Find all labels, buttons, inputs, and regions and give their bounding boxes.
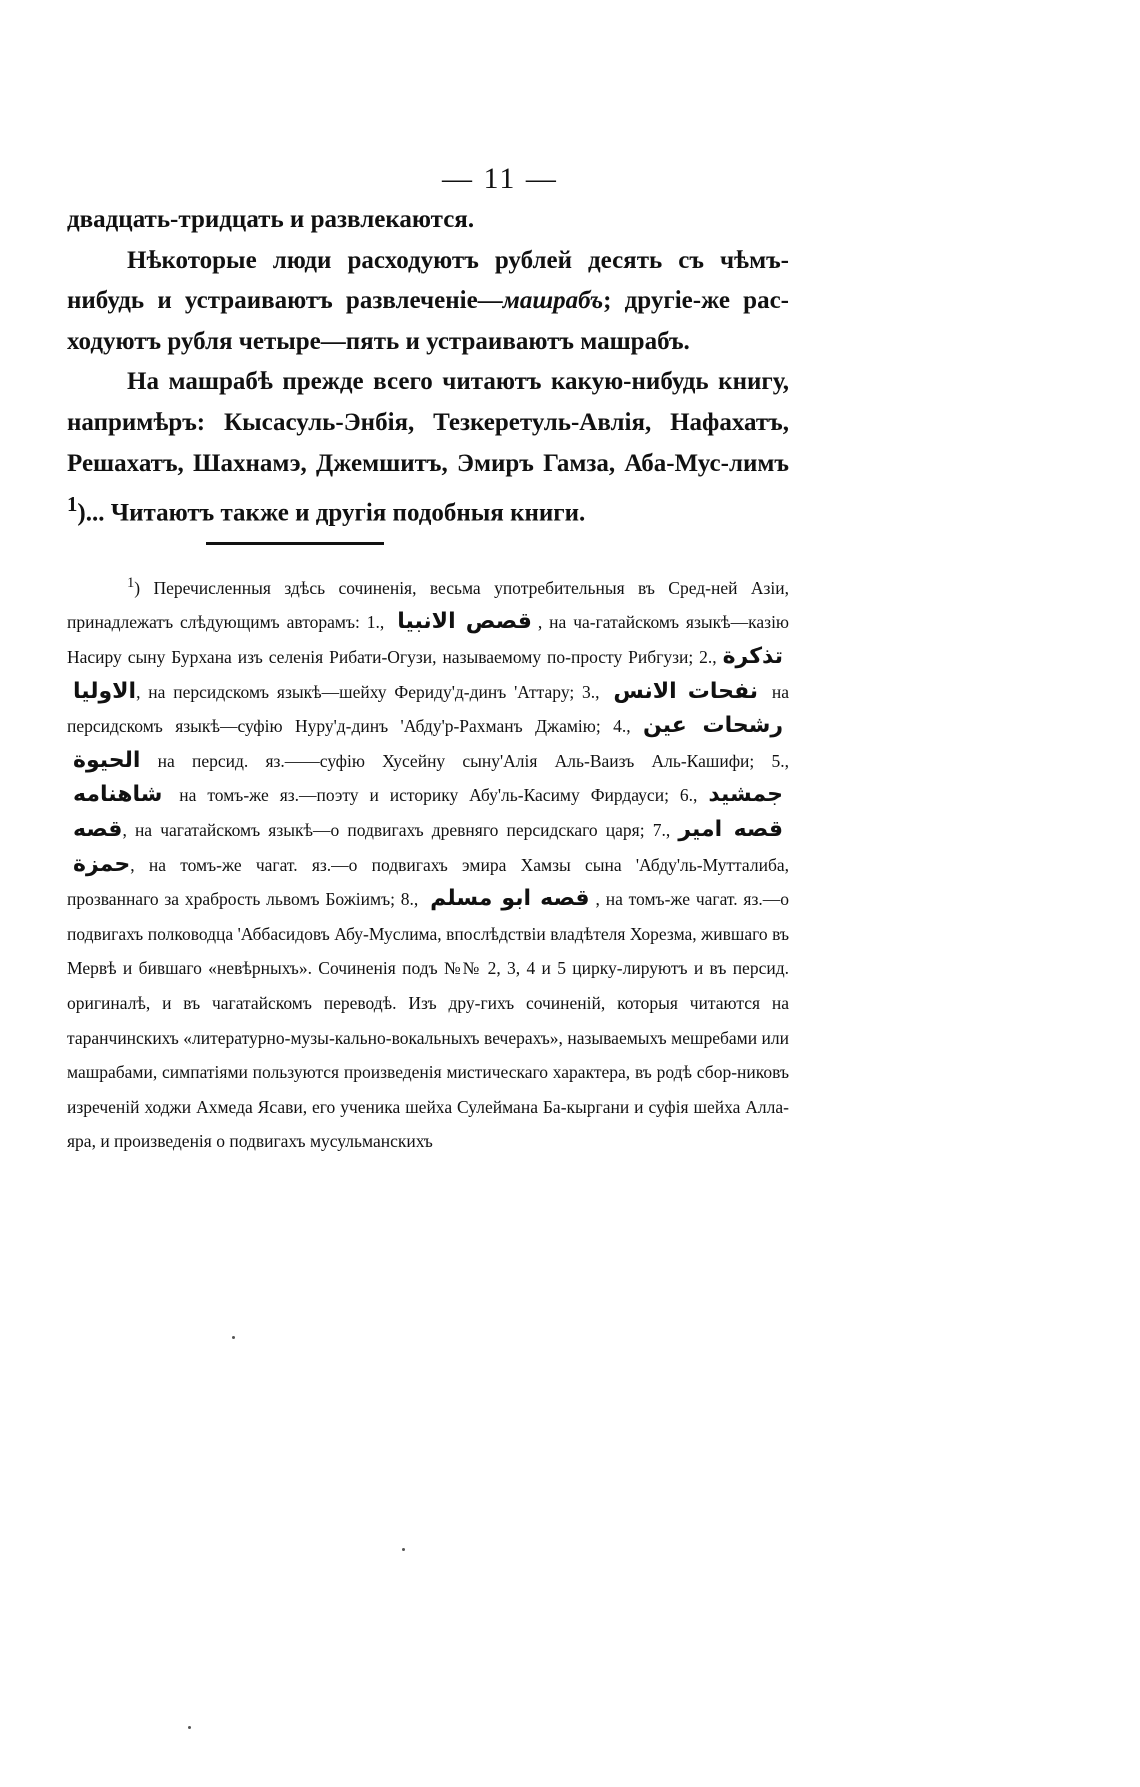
paragraph-2-italic-term: машрабъ [502,287,604,315]
footnote-segment: на томъ-же яз.—поэту и историку Абу'ль-Касиму Фирдауси; 6., [168,785,709,806]
print-speck [232,1336,235,1339]
footnote-marker: 1 [127,575,135,591]
paragraph-3 [67,362,789,534]
footnote-segment: , на чагатайскомъ языкѣ—о подвигахъ древняго персидскаго царя; 7., [122,819,679,840]
page-number: — 11 — [442,162,558,195]
arabic-title-tazkirat-al-awliya: تذکرة الاوليا [73,644,783,704]
footnote-segment: , на персидскомъ языкѣ—шейху Фериду'д-динъ 'Аттару; 3., [136,681,608,702]
footnote-segment: на персид. яз.——суфію Хусейну сыну'Алія Аль-Ваизъ Аль-Кашифи; 5., [140,750,789,771]
arabic-title-nafahat-al-uns: نفحات الانس [613,678,759,704]
arabic-title-qisas-al-anbiya: قصص الانبيا [397,609,532,635]
print-speck [402,1548,405,1551]
paragraph-2-text-a: Нѣкоторые люди расходуютъ рублей десять съ чѣмъ-нибудь и устраиваютъ развлеченіе— [67,246,789,315]
paragraph-2 [67,241,789,363]
footnote-segment: ) Перечисленныя здѣсь сочиненія, весьма употребительныя въ Сред-ней Азіи, принадлежатъ слѣдующимъ авторамъ: 1., [67,577,789,633]
footnote-segment: , на томъ-же чагат. яз.—о подвигахъ полководца 'Аббасидовъ Абу-Муслима, впослѣдствіи владѣтеля Хорезма, жившаго въ Мервѣ и бившаго «невѣрныхъ». Сочиненія подъ №№ 2, 3, 4 и 5 цирку-лируютъ и въ персид. оригиналѣ, и въ чагатайскомъ переводѣ. Изъ дру-гихъ сочиненій, которыя читаются на таранчинскихъ «литературно-музы-кально-вокальныхъ вечерахъ», называемыхъ мешребами или машрабами, симпатіями пользуются произведенія мистическаго характера, въ родѣ сбор-никовъ изреченій ходжи Ахмеда Ясави, его ученика шейха Сулеймана Ба-кыргани и суфія шейха Алла-яра, и произведенія о подвигахъ мусульманскихъ [67,889,789,1152]
footnote-reference[interactable]: 1 [67,492,78,517]
paragraph-3-text-a: На машрабѣ прежде всего читаютъ какую-нибудь книгу, напримѣръ: Кысасуль-Энбія, Тезкеретуль-Авлія, Нафахатъ, Решахатъ, Шахнамэ, Джемшитъ, Эмиръ Гамза, Аба-Мус-лимъ [67,368,789,477]
paragraph-2-text-b: ; другіе-же рас-ходуютъ рубля четыре—пять и устраиваютъ машрабъ. [67,287,789,355]
main-text [67,200,789,534]
footnote-text [67,566,789,1159]
paragraph-1: двадцать-тридцать и развлекаются. [67,206,475,233]
paragraph-3-text-b: )... Читаютъ также и другія подобныя книги. [77,499,586,527]
footnote-segment: , на томъ-же чагат. яз.—о подвигахъ эмира Хамзы сына 'Абду'ль-Мутталиба, прозваннаго за храбрость львомъ Божіимъ; 8., [67,854,789,910]
arabic-title-abu-muslim: قصه ابو مسلم [430,886,590,912]
arabic-title-jamshid: جمشيد قصه [73,782,783,842]
footnote-segment: на персидскомъ языкѣ—суфію Нуру'д-динъ 'Абду'р-Рахманъ Джамію; 4., [67,681,789,737]
footnote [67,566,789,1159]
arabic-title-shahnama: شاهنامه [73,782,163,808]
footnote-separator [206,542,384,545]
footnote-segment: , на ча-гатайскомъ языкѣ—казію Насиру сыну Бурхана изъ селенія Рибати-Огузи, называемому по-просту Рибгузи; 2., [67,612,790,668]
print-speck [188,1726,191,1729]
arabic-title-amir-hamza: قصه امير حمزة [73,816,783,877]
arabic-title-rashahat: رشحات عين الحيوة [73,713,783,773]
